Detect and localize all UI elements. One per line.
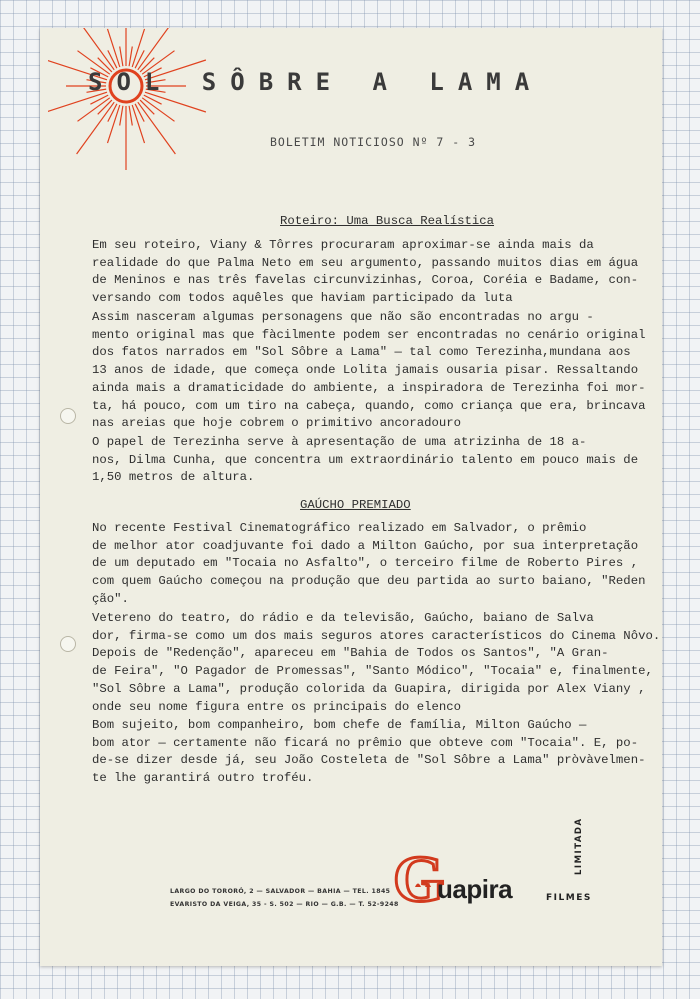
logo-wordmark: uapira	[437, 874, 513, 904]
document-sheet	[40, 28, 662, 966]
section2-paragraph-2	[92, 610, 662, 716]
section1-paragraph-2	[92, 309, 662, 433]
text-line: dos fatos narrados em "Sol Sôbre a Lama" — tal como Terezinha,mundana aos	[92, 345, 631, 360]
text-line: com quem Gaúcho começou na produção que deu partida ao surto baiano, "Reden	[92, 574, 646, 589]
text-line: "Sol Sôbre a Lama", produção colorida da Guapira, dirigida por Alex Viany ,	[92, 681, 646, 696]
text-line: bom ator — certamente não ficará no prêmio que obteve com "Tocaia". E, po-	[92, 735, 639, 750]
text-line: ta, há pouco, com um tiro na cabeça, quando, como criança que era, brincava	[92, 398, 646, 413]
sun-ray	[138, 102, 176, 154]
logo-initial: G	[393, 843, 445, 915]
text-line: de Meninos e nas três favelas circunvizinhas, Coroa, Coréia e Badame, con-	[92, 273, 639, 288]
text-line: 13 anos de idade, que começa onde Lolita jamais ousaria pisar. Ressaltando	[92, 363, 639, 378]
sun-ray	[78, 98, 110, 122]
text-line: Depois de "Redenção", apareceu em "Bahia de Todos os Santos", "A Gran-	[92, 646, 609, 661]
sun-ray	[129, 47, 132, 67]
sun-ray	[120, 106, 123, 126]
text-line: de um deputado em "Tocaia no Asfalto", o terceiro filme de Roberto Pires ,	[92, 556, 639, 571]
sun-emblem	[48, 28, 238, 188]
sun-ray	[120, 47, 123, 67]
footer-address	[170, 885, 399, 911]
punch-hole	[60, 408, 76, 424]
logo-filmes: FILMES	[546, 893, 592, 903]
text-line: 1,50 metros de altura.	[92, 470, 255, 485]
sun-ray	[98, 100, 112, 114]
section2-heading: GAÚCHO PREMIADO	[300, 498, 411, 512]
text-line: Em seu roteiro, Viany & Tôrres procuraram aproximar-se ainda mais da	[92, 238, 594, 252]
sun-ray	[142, 98, 174, 122]
text-line: Assim nasceram algumas personagens que não são encontradas no argu -	[92, 310, 594, 324]
text-line: versando com todos aquêles que haviam participado da luta	[92, 291, 513, 306]
text-line: ainda mais a dramaticidade do ambiente, a inspiradora de Terezinha foi mor-	[92, 380, 646, 395]
text-line: No recente Festival Cinematográfico realizado em Salvador, o prêmio	[92, 521, 587, 535]
text-line: Bom sujeito, bom companheiro, bom chefe de família, Milton Gaúcho —	[92, 718, 587, 732]
sun-ray	[129, 106, 132, 126]
text-line: onde seu nome figura entre os principais do elenco	[92, 699, 461, 714]
address-line-salvador: LARGO DO TORORÓ, 2 — SALVADOR — BAHIA — TEL. 1845	[170, 888, 391, 895]
text-line: Vetereno do teatro, do rádio e da televisão, Gaúcho, baiano de Salva	[92, 611, 594, 625]
section1-paragraph-1	[92, 237, 662, 308]
text-line: O papel de Terezinha serve à apresentação de uma atrizinha de 18 a-	[92, 435, 587, 449]
punch-hole	[60, 636, 76, 652]
sun-ray	[77, 102, 115, 154]
section2-paragraph-3	[92, 717, 662, 788]
section2-paragraph-1	[92, 520, 662, 609]
text-line: nos, Dilma Cunha, que concentra um extraordinário talento em pouco mais de	[92, 452, 639, 467]
text-line: nas areias que hoje cobrem o primitivo ancoradouro	[92, 416, 461, 431]
masthead-title: SOL SÔBRE A LAMA	[88, 68, 544, 96]
text-line: mento original mas que fàcilmente podem ser encontradas no cenário original	[92, 327, 646, 342]
bulletin-number: BOLETIM NOTICIOSO Nº 7 - 3	[270, 135, 477, 149]
address-line-rio: EVARISTO DA VEIGA, 35 - S. 502 — RIO — G.B. — T. 52-9248	[170, 901, 399, 908]
logo-limitada: LIMITADA	[574, 817, 584, 875]
text-line: de-se dizer desde já, seu João Costeleta de "Sol Sôbre a Lama" pròvàvelmen-	[92, 753, 646, 768]
text-line: ção".	[92, 591, 129, 606]
section1-heading: Roteiro: Uma Busca Realística	[280, 214, 495, 228]
text-line: de melhor ator coadjuvante foi dado a Milton Gaúcho, por sua interpretação	[92, 538, 639, 553]
text-line: realidade do que Palma Neto em seu argumento, passando muitos dias em água	[92, 255, 639, 270]
sun-ray	[140, 100, 154, 114]
text-line: te lhe garantirá outro troféu.	[92, 771, 314, 786]
text-line: dor, firma-se como um dos mais seguros atores característicos do Cinema Nôvo.	[92, 628, 661, 643]
text-line: de Feira", "O Pagador de Promessas", "Santo Módico", "Tocaia" e, finalmente,	[92, 664, 653, 679]
section1-paragraph-3	[92, 434, 662, 487]
